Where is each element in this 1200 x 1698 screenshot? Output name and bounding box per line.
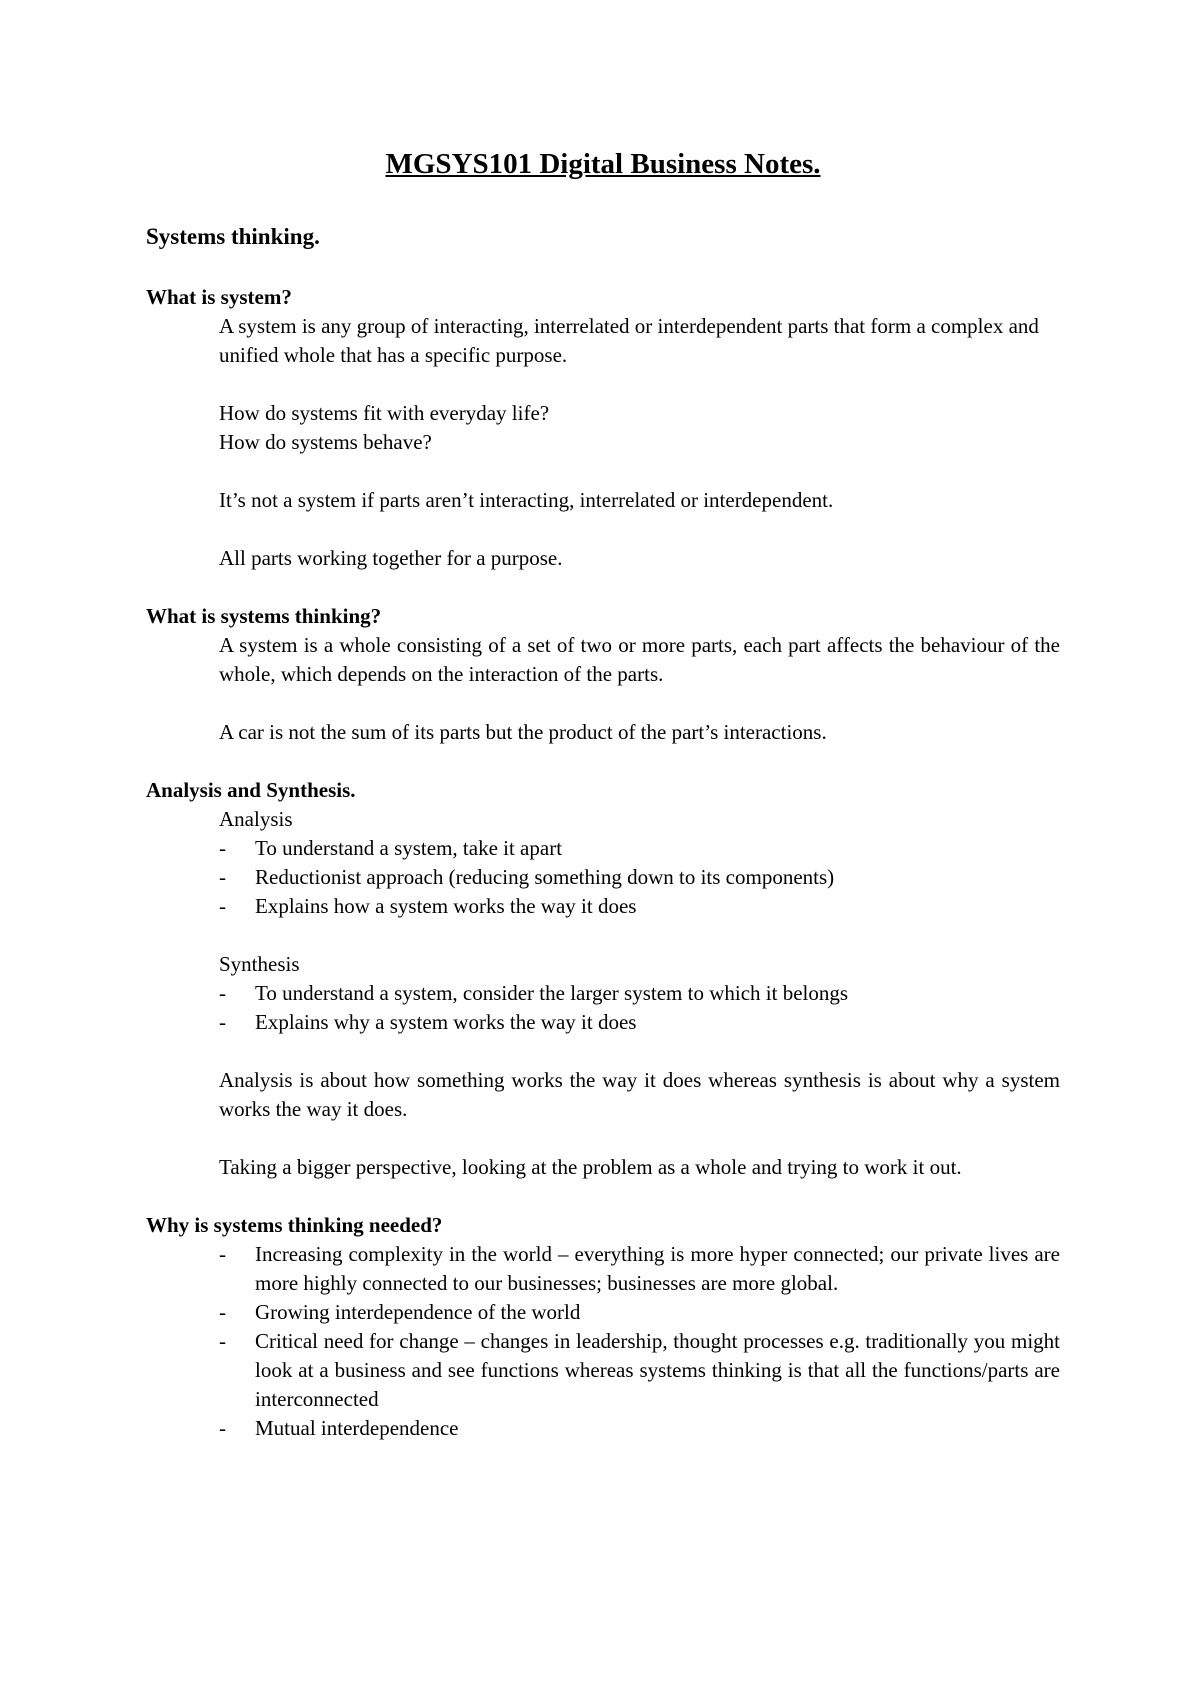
bullet-marker: - <box>219 981 226 1005</box>
bullet-marker: - <box>219 836 226 860</box>
bullet-marker: - <box>219 865 226 889</box>
heading-what-is-system: What is system? <box>146 285 292 309</box>
system-definition: A system is any group of interacting, interrelated or interdependent parts that form a complex and unified whole that has a specific purpose. <box>219 314 1039 367</box>
list-item: - Mutual interdependence <box>219 1414 1060 1443</box>
bullet-marker: - <box>219 1300 226 1324</box>
list-item: - To understand a system, consider the larger system to which it belongs <box>219 979 1060 1008</box>
document-title: MGSYS101 Digital Business Notes. <box>385 148 821 180</box>
question-behave: How do systems behave? <box>219 430 432 454</box>
question-everyday-life: How do systems fit with everyday life? <box>219 401 550 425</box>
analysis-vs-synthesis: Analysis is about how something works the way it does whereas synthesis is about why a system works the way it does. <box>219 1068 1060 1121</box>
synthesis-list <box>219 979 1060 1037</box>
synthesis-label: Synthesis <box>219 952 300 976</box>
note-working-together: All parts working together for a purpose. <box>219 546 563 570</box>
bigger-perspective: Taking a bigger perspective, looking at the problem as a whole and trying to work it out. <box>219 1155 962 1179</box>
systems-thinking-definition: A system is a whole consisting of a set of two or more parts, each part affects the behaviour of the whole, which depends on the interaction of the parts. <box>219 633 1060 686</box>
heading-why-needed: Why is systems thinking needed? <box>146 1213 443 1237</box>
bullet-marker: - <box>219 894 226 918</box>
car-example: A car is not the sum of its parts but the product of the part’s interactions. <box>219 720 827 744</box>
list-item: - Explains why a system works the way it does <box>219 1008 1060 1037</box>
analysis-label: Analysis <box>219 807 293 831</box>
bullet-marker: - <box>219 1329 226 1353</box>
document-body <box>146 283 1060 1443</box>
list-item: - Reductionist approach (reducing something down to its components) <box>219 863 1060 892</box>
analysis-list <box>219 834 1060 921</box>
why-needed-list <box>219 1240 1060 1443</box>
list-item: - Increasing complexity in the world – everything is more hyper connected; our private lives are more highly connected to our businesses; businesses are more global. <box>219 1242 1060 1295</box>
note-not-a-system: It’s not a system if parts aren’t interacting, interrelated or interdependent. <box>219 488 834 512</box>
bullet-marker: - <box>219 1010 226 1034</box>
document-page <box>146 0 1060 1698</box>
list-item: - Growing interdependence of the world <box>219 1298 1060 1327</box>
heading-what-is-systems-thinking: What is systems thinking? <box>146 604 382 628</box>
list-item: - Explains how a system works the way it does <box>219 892 1060 921</box>
list-item: - To understand a system, take it apart <box>219 834 1060 863</box>
heading-analysis-synthesis: Analysis and Synthesis. <box>146 778 356 802</box>
bullet-marker: - <box>219 1242 226 1266</box>
section-title: Systems thinking. <box>146 224 320 249</box>
bullet-marker: - <box>219 1416 226 1440</box>
list-item: - Critical need for change – changes in leadership, thought processes e.g. traditionally you might look at a business and see functions whereas systems thinking is that all the functions/parts are interconnected <box>219 1329 1060 1411</box>
